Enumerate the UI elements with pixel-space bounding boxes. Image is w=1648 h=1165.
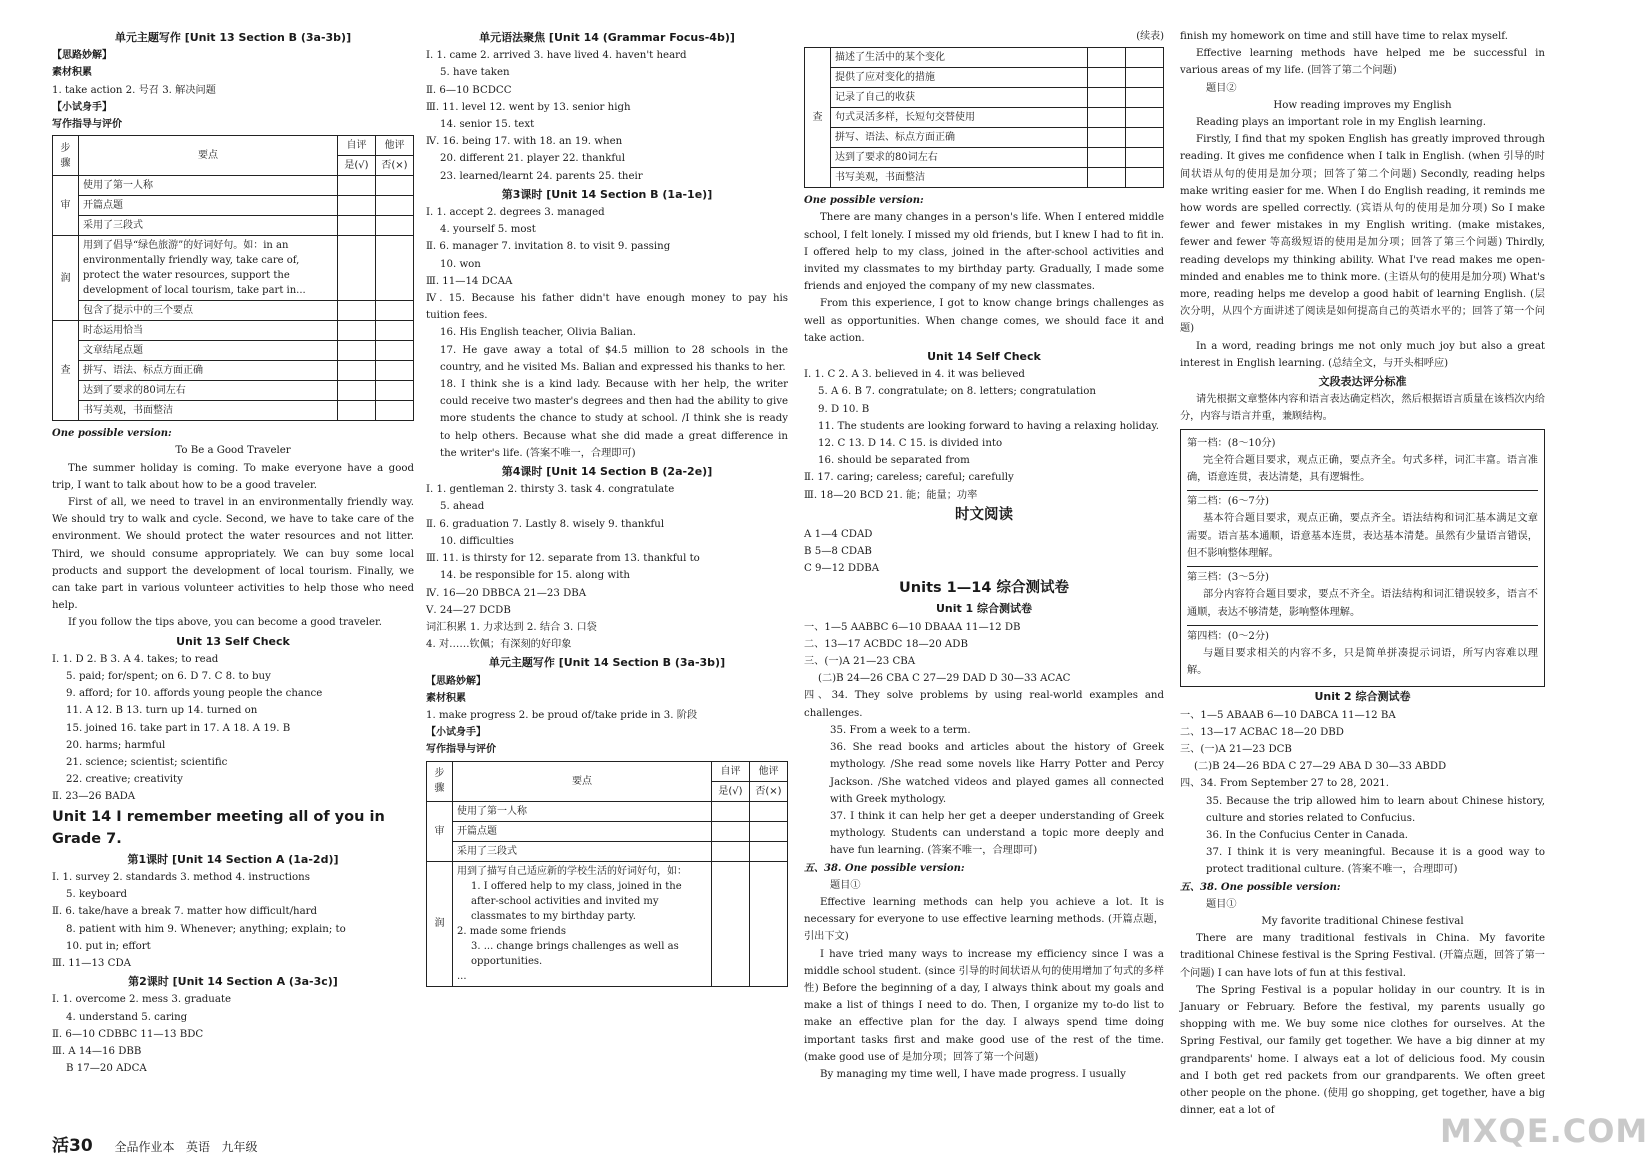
table-cell-text: ... [457,970,467,982]
answer-line: Ⅴ. 24—27 DCDB [426,604,511,616]
grade-heading: 第四档：(0～2分) [1187,630,1270,642]
answer-line: 一、1—5 ABAAB 6—10 DABCA 11—12 BA [1180,709,1396,721]
section-label: 素材积累 [426,692,466,704]
answer-para: 37. I think it can help her get a deeper understanding of Greek mythology. Students can understand a topic more deeply and have fun learning. (答案不唯一，合理即可) [830,810,1164,857]
section-title: 单元主题写作 [Unit 14 Section B (3a-3b)] [488,656,726,670]
essay-paragraph: First of all, we need to travel in an environmentally friendly way. We should try to walk and cycle. Second, we have to take care of the environment. We should protect the water resources and not litter. Third, we should consume appropriately. We can buy some local products and support the development of local tourism. Finally, we can take part in various volunteer activities to help those who need help. [52,497,414,612]
version-label: 五、38. One possible version: [804,862,965,874]
table-cell-text: 用到了描写自己适应新的学校生活的好词好句，如： [457,865,687,877]
table-header: 要点 [453,761,712,801]
watermark: MXQE.COM [1440,1112,1648,1150]
answer-line: 词汇积累 1. 力求达到 2. 结合 3. 口袋 [426,621,597,633]
answer-line: B 5—8 CDAB [804,546,872,558]
answer-line: Ⅱ. 6—10 BCDCC [426,84,512,96]
table-cell: 描述了生活中的某个变化 [831,48,1088,68]
table-cell: 用到了倡导“绿色旅游”的好词好句。如：in an environmentally friendly way, take care of, protect the water resources, support the development of local tourism, take part in... [79,236,338,301]
answer-line: 5. keyboard [66,889,128,901]
answer-line: 5. ahead [440,501,485,513]
section-label: 【思路妙解】 [52,50,112,62]
table-header: 他评 [376,136,414,156]
table-header: 否(×) [376,156,414,176]
grade-level [1187,567,1538,626]
section-label: 【小试身手】 [426,727,486,739]
answer-line: 22. creative; creativity [66,774,183,786]
answer-line: 14. be responsible for 15. along with [440,570,630,582]
topic-label: 题目① [1206,898,1237,910]
table-cell: 采用了三段式 [453,841,712,861]
answer-para: 18. I think she is a kind lady. Because with her help, the writer could receive two master's degrees and then had the ability to give more students the chance to study at school. /I think she is ready to help others. Because what she did made a great difference in the writer's life. (答案不唯一，合理即可) [440,379,788,459]
essay-paragraph: In a word, reading brings me not only much joy but also a great interest in English learning. (总结全文，与开头相呼应) [1180,340,1545,369]
table-cell-text: 1. I offered help to my class, joined in the after-school activities and invited my classmates to my birthday party. [471,880,682,922]
table-cell: 时态运用恰当 [79,321,338,341]
answer-line: Ⅱ. 17. caring; careless; careful; carefully [804,472,1014,484]
section-label: 素材积累 [52,67,92,79]
version-label: One possible version: [52,428,172,440]
section-title: 文段表达评分标准 [1318,375,1407,389]
table-cell: 包含了提示中的三个要点 [79,301,338,321]
table-header: 步骤 [427,761,453,801]
evaluation-table-continued [804,47,1164,188]
section-label: 写作指导与评价 [426,744,496,756]
essay-paragraph: Effective learning methods have helped me be successful in various areas of my life. (回答了第二个问题) [1180,48,1545,77]
answer-line: 14. senior 15. text [440,119,535,131]
table-cell: 记录了自己的收获 [831,88,1088,108]
step-label: 审 [53,176,79,236]
answer-line: Ⅰ. 1. came 2. arrived 3. have lived 4. haven't heard [426,50,687,62]
answer-line: Ⅲ. 11. level 12. went by 13. senior high [426,101,631,113]
table-cell: 达到了要求的80词左右 [79,381,338,401]
section-title: Unit 2 综合测试卷 [1314,690,1411,704]
table-header: 要点 [79,136,338,176]
answer-line: 5. paid; for/spent; on 6. D 7. C 8. to buy [66,671,271,683]
table-header: 自评 [338,136,376,156]
answer-para: 35. From a week to a term. [830,724,971,736]
grade-text: 基本符合题目要求，观点正确，要点齐全。语法结构和词汇基本满足文章需要。语言基本通顺，语意基本连贯，表达基本清楚。虽然有少量语言错误，但不影响整体理解。 [1187,513,1538,559]
answer-line: 1. take action 2. 号召 3. 解决问题 [52,84,216,96]
answer-para: 16. His English teacher, Olivia Balian. [440,327,636,339]
table-cell [453,861,712,986]
version-label: 五、38. One possible version: [1180,881,1341,893]
table-cell: 文章结尾点题 [79,341,338,361]
answer-line: B 17—20 ADCA [66,1063,147,1075]
answer-para: Ⅳ. 15. Because his father didn't have enough money to pay his tuition fees. [426,293,788,322]
grade: 九年级 [221,1140,258,1154]
essay-paragraph: The summer holiday is coming. To make everyone have a good trip, I want to talk about how to be a good traveler. [52,462,414,491]
answer-line: 三、(一)A 21—23 DCB [1180,743,1292,755]
grade-text: 部分内容符合题目要求，要点不齐全。语法结构和词汇错误较多，语言不通顺，表达不够清楚，影响整体理解。 [1187,589,1538,618]
answer-para: 17. He gave away a total of $4.5 million to 28 schools in the country, and he visited Ms. Balian and expressed his thanks to her. [440,344,788,373]
step-label: 查 [53,321,79,421]
section-title: 第2课时 [Unit 14 Section A (3a-3c)] [128,975,338,989]
section-title: 第1课时 [Unit 14 Section A (1a-2d)] [127,852,339,866]
table-cell: 书写美观，书面整洁 [831,168,1088,188]
answer-line: 11. A 12. B 13. turn up 14. turned on [66,705,258,717]
answer-line: 四、34. From September 27 to 28, 2021. [1180,778,1390,790]
table-cell: 采用了三段式 [79,216,338,236]
essay-paragraph: Reading plays an important role in my English learning. [1196,117,1487,129]
answer-line: 23. learned/learnt 24. parents 25. their [440,170,643,182]
answer-line: C 9—12 DDBA [804,563,880,575]
table-header: 是(√) [712,781,750,801]
table-cell: 使用了第一人称 [453,801,712,821]
answer-line: 5. A 6. B 7. congratulate; on 8. letters; congratulation [818,386,1096,398]
answer-line: A 1—4 CDAD [804,528,873,540]
answer-line: Ⅰ. 1. D 2. B 3. A 4. takes; to read [52,653,219,665]
table-cell: 书写美观，书面整洁 [79,401,338,421]
answer-para: 35. Because the trip allowed him to learn about Chinese history, culture and stories related to Confucius. [1206,795,1545,824]
essay-paragraph: 请先根据文章整体内容和语言表达确定档次，然后根据语言质量在该档次内给分，内容与语言并重，兼顾结构。 [1180,394,1545,423]
version-label: One possible version: [804,195,924,207]
continued-label: (续表) [1136,31,1164,42]
answer-line: 1. make progress 2. be proud of/take pride in 3. 阶段 [426,709,698,721]
section-title: Unit 14 Self Check [927,350,1041,364]
answer-line: 20. different 21. player 22. thankful [440,153,625,165]
answer-line: Ⅲ. 18—20 BCD 21. 能；能量；功率 [804,489,978,501]
answer-line: Ⅱ. 23—26 BADA [52,791,136,803]
section-label: 写作指导与评价 [52,119,122,131]
answer-line: 二、13—17 ACBDC 18—20 ADB [804,638,968,650]
answer-line: 10. difficulties [440,535,514,547]
essay-paragraph: There are many traditional festivals in China. My favorite traditional Chinese festival is the Spring Festival. (开篇点题，回答了第一个问题) I can have lots of fun at this festival. [1180,933,1545,979]
section-label: 【思路妙解】 [426,675,486,687]
step-label: 润 [427,861,453,986]
essay-paragraph: By managing my time well, I have made progress. I usually [820,1068,1126,1080]
answer-line: 4. 对……钦佩；有深刻的好印象 [426,639,572,651]
topic-label: 题目② [1206,82,1237,94]
essay-paragraph: Effective learning methods can help you achieve a lot. It is necessary for everyone to use effective learning methods. (开篇点题，引出下文) [804,896,1164,943]
answer-line: 10. put in; effort [66,940,151,952]
answer-line: 10. won [440,258,481,270]
unit-heading: Unit 14 I remember meeting all of you in Grade 7. [52,808,385,847]
answer-line: 12. C 13. D 14. C 15. is divided into [818,438,1003,450]
answer-line: (二)B 24—26 BDA C 27—29 ABA D 30—33 ABDD [1194,761,1447,773]
essay-title: To Be a Good Traveler [175,445,291,457]
essay-paragraph: From this experience, I got to know change brings challenges as well as opportunities. When change comes, we should face it and take action. [804,298,1164,344]
table-cell-text: 2. made some friends [457,925,566,937]
answer-line: Ⅰ. 1. accept 2. degrees 3. managed [426,207,605,219]
grade-heading: 第二档：(6～7分) [1187,496,1270,508]
essay-paragraph: If you follow the tips above, you can become a good traveler. [68,617,383,629]
essay-title: My favorite traditional Chinese festival [1261,915,1464,927]
grade-text: 与题目要求相关的内容不多，只是简单拼凑提示词语，所写内容难以理解。 [1187,647,1538,677]
answer-para: 四、34. They solve problems by using real-world examples and challenges. [804,690,1164,719]
answer-para: 36. In the Confucius Center in Canada. [1206,829,1409,841]
answer-line: 11. The students are looking forward to having a relaxing holiday. [818,420,1160,432]
answer-line: Ⅱ. 6. graduation 7. Lastly 8. wisely 9. thankful [426,518,665,530]
table-header: 步骤 [53,136,79,176]
answer-line: 4. understand 5. caring [66,1011,188,1023]
answer-line: 9. afford; for 10. affords young people the chance [66,688,323,700]
section-title: 第4课时 [Unit 14 Section B (2a-2e)] [501,465,713,479]
section-heading: Units 1—14 综合测试卷 [899,580,1069,597]
answer-line: Ⅲ. 11—13 CDA [52,957,131,969]
grade-text: 完全符合题目要求，观点正确，要点齐全。句式多样，词汇丰富。语言准确，语意连贯，表达清楚，具有逻辑性。 [1187,454,1538,484]
section-title: 第3课时 [Unit 14 Section B (1a-1e)] [501,187,713,201]
table-cell-text: 3. ... change brings challenges as well as opportunities. [471,940,679,967]
grade-level [1187,433,1538,492]
answer-line: Ⅲ. 11—14 DCAA [426,275,513,287]
answer-line: 三、(一)A 21—23 CBA [804,656,916,668]
section-title: 单元语法聚焦 [Unit 14 (Grammar Focus-4b)] [479,31,735,44]
answer-line: Ⅰ. 1. gentleman 2. thirsty 3. task 4. congratulate [426,484,675,496]
section-heading: 时文阅读 [955,506,1013,523]
table-header: 否(×) [750,781,788,801]
answer-line: Ⅰ. 1. survey 2. standards 3. method 4. instructions [52,871,310,883]
book-title: 全品作业本 [114,1140,175,1154]
table-header: 自评 [712,761,750,781]
page-footer [52,1131,257,1156]
essay-title: How reading improves my English [1273,99,1452,111]
grading-box [1180,429,1545,688]
essay-paragraph: There are many changes in a person's life. When I entered middle school, I felt lonely. I missed my old friends, but I knew I had to fit in. I offered help to my class, joined in the after-school activities and invited my classmates to my birthday party. Gradually, I made some friends and enjoyed the company of my new classmates. [804,212,1164,293]
table-cell: 使用了第一人称 [79,176,338,196]
answer-line: Ⅱ. 6—10 CDBBC 11—13 BDC [52,1028,204,1040]
table-cell: 达到了要求的80词左右 [831,148,1088,168]
answer-line: Ⅱ. 6. take/have a break 7. matter how difficult/hard [52,906,318,918]
table-header: 他评 [750,761,788,781]
step-label: 润 [53,236,79,321]
grade-level [1187,626,1538,684]
answer-line: 20. harms; harmful [66,739,166,751]
answer-line: 15. joined 16. take part in 17. A 18. A 19. B [66,722,291,734]
answer-line: Ⅰ. 1. overcome 2. mess 3. graduate [52,994,232,1006]
column-2 [426,28,788,1128]
column-4 [1180,28,1545,1128]
answer-para: 37. I think it is very meaningful. Because it is a good way to protect traditional culture. (答案不唯一，合理即可) [1206,847,1545,876]
table-cell: 拼写、语法、标点方面正确 [831,128,1088,148]
essay-paragraph: Firstly, I find that my spoken English has greatly improved through reading. It gives me confidence when I talk in English. (when 引导的时间状语从句的使用是加分项；回答了第二个问题) Secondly, reading helps make writing easier for me. When I do English reading, it reminds me how words are spelled correctly. (宾语从句的使用是加分项) So I make fewer and fewer mistakes in my English writing. (make mistakes, fewer and fewer 等高级短语的使用是加分项；回答了第三个问题) Thirdly, reading develops my thinking ability. What I've read makes me open-minded and enables me to think more. (主语从句的使用是加分项) What's more, reading helps me develop a good habit of learning English. (层次分明，从四个方面讲述了阅读是如何提高自己的英语水平的；回答了第一个问题) [1180,134,1545,335]
step-label: 查 [805,48,831,188]
answer-line: 一、1—5 AABBC 6—10 DBAAA 11—12 DB [804,621,1021,633]
table-header: 是(√) [338,156,376,176]
answer-line: Ⅳ. 16. being 17. with 18. an 19. when [426,136,623,148]
answer-line: 21. science; scientist; scientific [66,757,228,769]
answer-line: 二、13—17 ACBAC 18—20 DBD [1180,726,1344,738]
answer-line: (二)B 24—26 CBA C 27—29 DAD D 30—33 ACAC [818,673,1071,685]
answer-line: Ⅳ. 16—20 DBBCA 21—23 DBA [426,587,587,599]
table-cell: 开篇点题 [79,196,338,216]
page-number: 活30 [52,1136,93,1156]
evaluation-table [426,761,788,987]
table-cell: 拼写、语法、标点方面正确 [79,361,338,381]
answer-line: 5. have taken [440,67,510,79]
answer-line: Ⅲ. A 14—16 DBB [52,1045,142,1057]
answer-para: 36. She read books and articles about the history of Greek mythology. /She read some novels like Harry Potter and Percy Jackson. /She watched videos and played games all connected with Greek mythology. [830,742,1164,805]
section-label: 【小试身手】 [52,101,112,113]
grade-heading: 第三档：(3～5分) [1187,572,1270,584]
column-3 [804,28,1164,1128]
answer-line: 4. yourself 5. most [440,224,536,236]
essay-paragraph: The Spring Festival is a popular holiday in our country. It is in January or February. Before the festival, my parents usually go shopping with me. We buy some nice clothes for ourselves. At the Spring Festival, our family get together. We have a big dinner at my grandparents' home. I always eat a lot of delicious food. My cousin and I both get red packets from our grandparents. We often greet other people on the phone. (使用 go shopping, get together, have a big dinner, eat a lot of [1180,984,1545,1117]
evaluation-table [52,135,414,421]
answer-line: Ⅲ. 11. is thirsty for 12. separate from 13. thankful to [426,553,700,565]
section-title: Unit 13 Self Check [176,634,290,648]
grade-heading: 第一档：(8～10分) [1187,437,1276,449]
table-cell: 提供了应对变化的措施 [831,68,1088,88]
answer-line: Ⅱ. 6. manager 7. invitation 8. to visit 9. passing [426,241,671,253]
topic-label: 题目① [830,879,861,891]
section-title: Unit 1 综合测试卷 [935,602,1033,616]
grade-level [1187,491,1538,567]
answer-line: 8. patient with him 9. Whenever; anything; explain; to [66,923,346,935]
table-cell: 开篇点题 [453,821,712,841]
section-title: 单元主题写作 [Unit 13 Section B (3a-3b)] [114,31,352,44]
step-label: 审 [427,801,453,861]
subject: 英语 [185,1140,210,1154]
answer-line: 16. should be separated from [818,455,970,467]
table-cell: 句式灵活多样，长短句交替使用 [831,108,1088,128]
essay-paragraph: I have tried many ways to increase my efficiency since I was a middle school student. (since 引导的时间状语从句的使用增加了句式的多样性) Before the beginning of a day, I always think about my goals and make a list of things I need to do. Then, I organize my to-do list to make an effective plan for the day. I always spend time doing important tasks first and make good use of the rest of the time. (make good use of 是加分项；回答了第一个问题) [804,948,1164,1063]
answer-line: 9. D 10. B [818,403,870,415]
essay-paragraph: finish my homework on time and still have time to relax myself. [1180,31,1508,42]
answer-line: Ⅰ. 1. C 2. A 3. believed in 4. it was believed [804,369,1025,381]
column-1 [52,28,414,1128]
